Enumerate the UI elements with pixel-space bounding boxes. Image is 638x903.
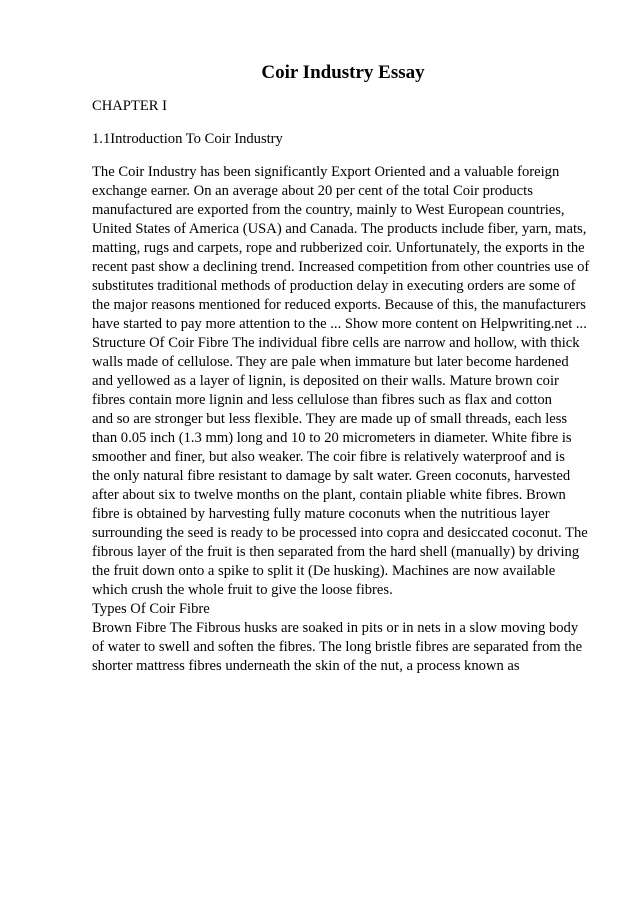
text-line: matting, rugs and carpets, rope and rubberized coir. Unfortunately, the exports in the (92, 240, 585, 256)
text-line: The Coir Industry has been significantly Export Oriented and a valuable foreign (92, 164, 560, 180)
text-line: shorter mattress fibres underneath the skin of the nut, a process known as (92, 658, 520, 674)
text-line: Structure Of Coir Fibre The individual fibre cells are narrow and hollow, with thick (92, 335, 580, 351)
text-line: the only natural fibre resistant to damage by salt water. Green coconuts, harvested (92, 468, 571, 484)
text-line: and so are stronger but less flexible. They are made up of small threads, each less (92, 411, 568, 427)
spacer (92, 116, 598, 130)
text-line: fibrous layer of the fruit is then separated from the hard shell (manually) by driving (92, 544, 580, 560)
text-line: after about six to twelve months on the plant, contain pliable white fibres. Brown (92, 487, 566, 503)
essay-body (92, 163, 598, 676)
subheading-line: Types Of Coir Fibre (92, 601, 210, 617)
text-line: Brown Fibre The Fibrous husks are soaked in pits or in nets in a slow moving body (92, 620, 579, 636)
text-line: United States of America (USA) and Canada. The products include fiber, yarn, mats, (92, 221, 587, 237)
section-heading: 1.1Introduction To Coir Industry (92, 131, 283, 147)
text-line: fibres contain more lignin and less cellulose than fibres such as flax and cotton (92, 392, 552, 408)
spacer (92, 149, 598, 163)
text-line: recent past show a declining trend. Increased competition from other countries use of (92, 259, 590, 275)
text-line: walls made of cellulose. They are pale when immature but later become hardened (92, 354, 569, 370)
text-line: surrounding the seed is ready to be processed into copra and desiccated coconut. The (92, 525, 588, 541)
text-line: which crush the whole fruit to give the loose fibres. (92, 582, 393, 598)
text-line: the major reasons mentioned for reduced exports. Because of this, the manufacturers (92, 297, 586, 313)
text-line: manufactured are exported from the country, mainly to West European countries, (92, 202, 565, 218)
text-line: exchange earner. On an average about 20 per cent of the total Coir products (92, 183, 533, 199)
chapter-heading: CHAPTER I (92, 98, 167, 114)
text-line: the fruit down onto a spike to split it (De husking). Machines are now available (92, 563, 556, 579)
text-line: and yellowed as a layer of lignin, is deposited on their walls. Mature brown coir (92, 373, 559, 389)
text-line: substitutes traditional methods of production delay in executing orders are some of (92, 278, 576, 294)
document-title: Coir Industry Essay (261, 62, 425, 83)
text-line: have started to pay more attention to the ... Show more content on Helpwriting.net ... (92, 316, 587, 332)
text-line: smoother and finer, but also weaker. The coir fibre is relatively waterproof and is (92, 449, 565, 465)
text-line: of water to swell and soften the fibres. The long bristle fibres are separated from the (92, 639, 583, 655)
text-line: fibre is obtained by harvesting fully mature coconuts when the nutritious layer (92, 506, 550, 522)
text-line: than 0.05 inch (1.3 mm) long and 10 to 20 micrometers in diameter. White fibre is (92, 430, 572, 446)
